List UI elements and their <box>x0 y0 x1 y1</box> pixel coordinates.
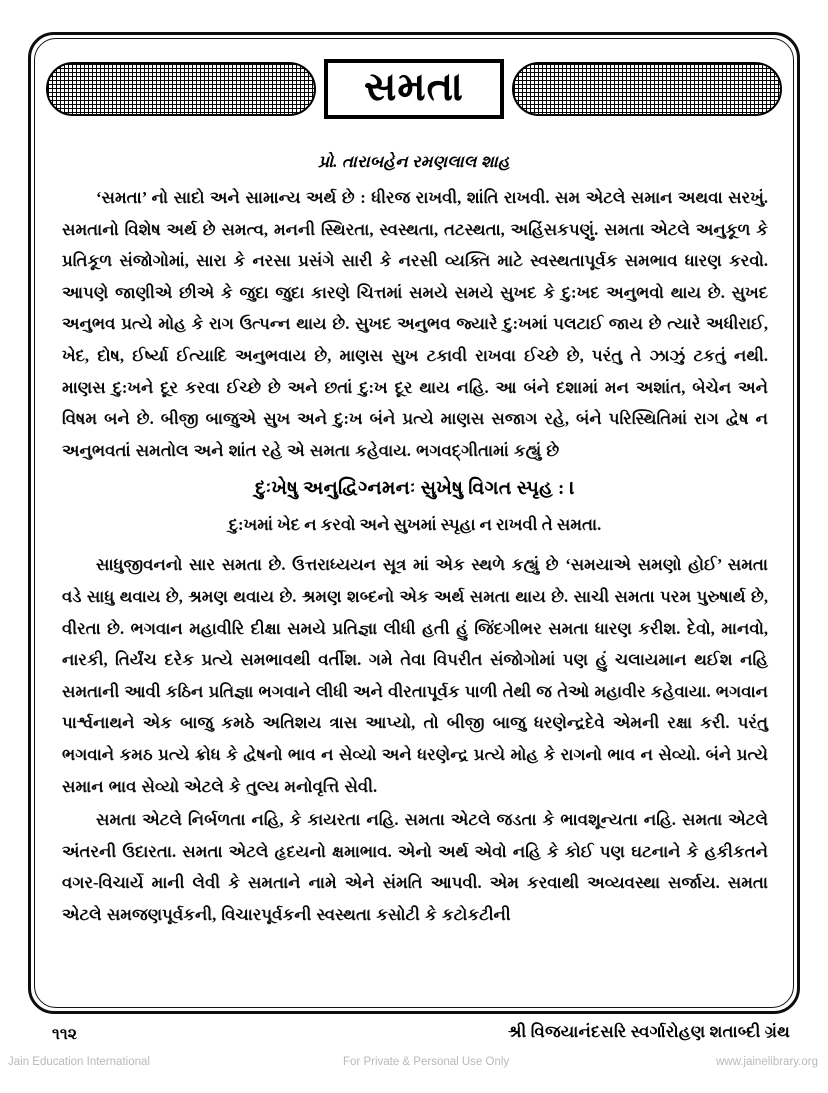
author-byline: પ્રો. તારાબહેન રમણલાલ શાહ <box>318 152 510 171</box>
running-footer: શ્રી વિજયાનંદસરિ સ્વર્ગારોહણ શતાબ્દી ગ્રંથ <box>508 1022 790 1041</box>
decorative-hatch-band-left <box>46 62 316 116</box>
scan-footer-organization: Jain Education International <box>8 1056 150 1068</box>
sanskrit-verse: દુઃખેષુ અનુદ્વિગ્નમનઃ સુખેષુ વિગત સ્પૃહ : । <box>254 478 575 500</box>
paragraph-1: ‘સમતા’ નો સાદો અને સામાન્ય અર્થ છે : ધીરજ રાખવી, શાંતિ રાખવી. સમ એટલે સમાન અથવા સરખું. સમતાનો વિશેષ અર્થ છે સમત્વ, મનની સ્થિરતા, સ્વસ્થતા, તટસ્થતા, અહિંસકપણું. સમતા એટલે અનુકૂળ કે પ્રતિકૂળ સંજોગોમાં, સારા કે નરસા પ્રસંગે સારી કે નરસી વ્યક્તિ માટે સ્વસ્થતાપૂર્વક સમભાવ ધારણ કરવો. આપણે જાણીએ છીએ કે જુદા જુદા કારણે ચિત્તમાં સમયે સમયે સુખદ કે દુ:ખદ અનુભવો થાય છે. સુખદ અનુભવ પ્રત્યે મોહ કે રાગ ઉત્પન્ન થાય છે. સુખદ અનુભવ જ્યારે દુ:ખમાં પલટાઈ જાય છે ત્યારે અધીરાઈ, ખેદ, દોષ, ઈર્ષ્યા ઈત્યાદિ અનુભવાય છે, માણસ સુખ ટકાવી રાખવા ઈચ્છે છે, પરંતુ તે ઝાઝું ટકતું નથી. માણસ દુ:ખને દૂર કરવા ઈચ્છે છે અને છતાં દુ:ખ દૂર થાય નહિ. આ બંને દશામાં મન અશાંત, બેચેન અને વિષમ બને છે. બીજી બાજુએ સુખ અને દુ:ખ બંને પ્રત્યે માણસ સજાગ રહે, બંને પરિસ્થિતિમાં રાગ દ્વેષ ન અનુભવતાં સમતોલ અને શાંત રહે એ સમતા કહેવાય. ભગવદ્ગીતામાં કહ્યું છે <box>62 188 768 460</box>
verse-translation: દુ:ખમાં ખેદ ન કરવો અને સુખમાં સ્પૃહા ન રાખવી તે સમતા. <box>228 515 602 535</box>
body-text-column <box>62 182 768 932</box>
decorative-hatch-band-right <box>512 62 782 116</box>
title-header <box>46 56 782 122</box>
paragraph-3: સમતા એટલે નિર્બળતા નહિ, કે કાયરતા નહિ. સમતા એટલે જડતા કે ભાવશૂન્યતા નહિ. સમતા એટલે અંતરની ઉદારતા. સમતા એટલે હૃદયનો ક્ષમાભાવ. એનો અર્થ એવો નહિ કે કોઈ પણ ઘટનાને કે હકીકતને વગર-વિચાર્યે માની લેવી કે સમતાને નામે એને સંમતિ આપવી. એમ કરવાથી અવ્યવસ્થા સર્જાય. સમતા એટલે સમજણપૂર્વકની, વિચારપૂર્વકની સ્વસ્થતા કસોટી કે કટોકટીની <box>62 810 768 924</box>
page-title: સમતા <box>364 64 464 109</box>
paragraph-2: સાધુજીવનનો સાર સમતા છે. ઉત્તરાધ્યયન સૂત્ર માં એક સ્થળે કહ્યું છે ‘સમયાએ સમણો હોઈ’ સમતા વડે સાધુ થવાય છે, શ્રમણ થવાય છે. શ્રમણ શબ્દનો એક અર્થ સમતા થાય છે. સાચી સમતા પરમ પુરુષાર્થ છે, વીરતા છે. ભગવાન મહાવીરિ દીક્ષા સમયે પ્રતિજ્ઞા લીધી હતી હું જિંદગીભર સમતા ધારણ કરીશ. દેવો, માનવો, નારકી, તિર્યંચ દરેક પ્રત્યે સમભાવથી વર્તીશ. ગમે તેવા વિપરીત સંજોગોમાં પણ હું ચલાયમાન થઈશ નહિ સમતાની આવી કઠિન પ્રતિજ્ઞા ભગવાને લીધી અને વીરતાપૂર્વક પાળી તેથી જ તેઓ મહાવીર કહેવાયા. ભગવાન પાર્શ્વનાથને એક બાજુ કમઠે અતિશય ત્રાસ આપ્યો, તો બીજી બાજુ ધરણેન્દ્રદેવે એમની રક્ષા કરી. પરંતુ ભગવાને કમઠ પ્રત્યે ક્રોધ કે દ્વેષનો ભાવ ન સેવ્યો અને ધરણેન્દ્ર પ્રત્યે મોહ કે રાગનો ભાવ ન સેવ્યો. બંને પ્રત્યે સમાન ભાવ સેવ્યો એટલે કે તુલ્ય મનોવૃત્તિ સેવી. <box>62 555 768 796</box>
scan-footer-website: www.jainelibrary.org <box>715 1056 818 1068</box>
scan-footer-usage-notice: For Private & Personal Use Only <box>343 1056 510 1068</box>
page-number: ૧૧૨ <box>52 1026 78 1043</box>
title-box <box>324 59 504 119</box>
